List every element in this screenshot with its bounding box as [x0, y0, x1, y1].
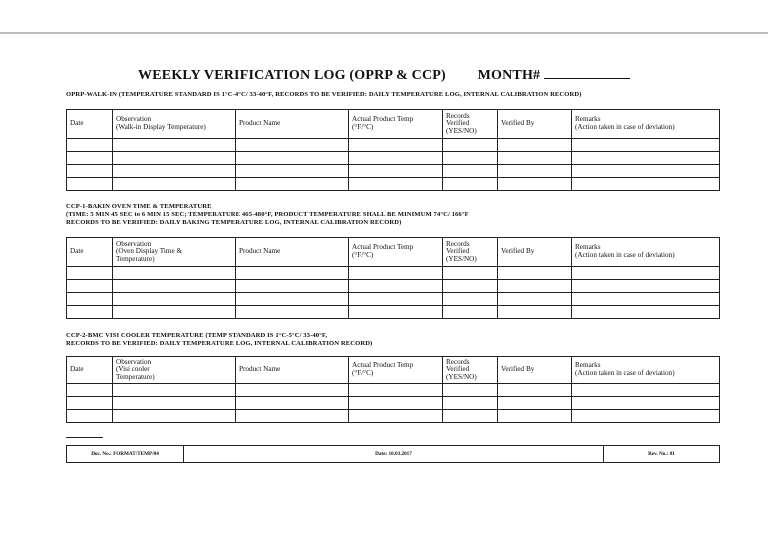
table-cell[interactable] — [572, 410, 720, 423]
log-table-ccp-2 — [66, 356, 720, 423]
table-cell[interactable] — [443, 178, 498, 191]
table-cell[interactable] — [236, 178, 349, 191]
table-row — [67, 410, 720, 423]
table-cell[interactable] — [498, 397, 572, 410]
table-cell[interactable] — [113, 397, 236, 410]
partial-row-rule — [66, 437, 103, 438]
table-cell[interactable] — [236, 280, 349, 293]
section-heading-line: CCP-2-BMC VISI COOLER TEMPERATURE (TEMP STANDARD IS 1°C-5°C/ 33-40°F, — [66, 332, 328, 339]
table-cell[interactable] — [349, 139, 443, 152]
table-cell[interactable] — [236, 293, 349, 306]
table-cell[interactable] — [349, 280, 443, 293]
column-header: Date — [67, 238, 113, 267]
table-cell[interactable] — [572, 165, 720, 178]
table-header-row — [67, 238, 720, 267]
column-header: Actual Product Temp (°F/°C) — [349, 357, 443, 384]
table-cell[interactable] — [498, 293, 572, 306]
table-cell[interactable] — [236, 139, 349, 152]
log-table-ccp-1 — [66, 237, 720, 319]
table-cell[interactable] — [113, 267, 236, 280]
column-header: Product Name — [236, 238, 349, 267]
table-cell[interactable] — [498, 384, 572, 397]
table-cell[interactable] — [498, 152, 572, 165]
table-cell[interactable] — [236, 306, 349, 319]
table-cell[interactable] — [443, 293, 498, 306]
table-cell[interactable] — [67, 384, 113, 397]
column-header: Records Verified (YES/NO) — [443, 357, 498, 384]
table-cell[interactable] — [443, 280, 498, 293]
table-row — [67, 178, 720, 191]
table-cell[interactable] — [113, 293, 236, 306]
table-cell[interactable] — [67, 178, 113, 191]
table-cell[interactable] — [349, 410, 443, 423]
section-heading-ccp-2 — [66, 332, 372, 348]
table-cell[interactable] — [498, 139, 572, 152]
column-header: Remarks (Action taken in case of deviation) — [572, 357, 720, 384]
table-cell[interactable] — [498, 165, 572, 178]
table-cell[interactable] — [113, 410, 236, 423]
column-header: Records Verified (YES/NO) — [443, 110, 498, 139]
doc-number: Doc. No.: FORMAT/TEMP/04 — [67, 446, 184, 463]
column-header: Product Name — [236, 357, 349, 384]
table-cell[interactable] — [67, 306, 113, 319]
section-heading-ccp-1 — [66, 203, 469, 227]
table-cell[interactable] — [349, 306, 443, 319]
table-cell[interactable] — [572, 397, 720, 410]
table-cell[interactable] — [236, 152, 349, 165]
column-header: Actual Product Temp (°F/°C) — [349, 238, 443, 267]
table-cell[interactable] — [67, 152, 113, 165]
column-header: Observation (Oven Display Time & Temperature) — [113, 238, 236, 267]
column-header: Records Verified (YES/NO) — [443, 238, 498, 267]
table-cell[interactable] — [572, 293, 720, 306]
table-cell[interactable] — [113, 280, 236, 293]
table-cell[interactable] — [236, 267, 349, 280]
column-header: Verified By — [498, 238, 572, 267]
table-cell[interactable] — [113, 152, 236, 165]
table-header-row — [67, 357, 720, 384]
table-cell[interactable] — [113, 384, 236, 397]
table-cell[interactable] — [349, 165, 443, 178]
table-cell[interactable] — [349, 152, 443, 165]
table-row — [67, 267, 720, 280]
table-cell[interactable] — [67, 397, 113, 410]
table-cell[interactable] — [443, 165, 498, 178]
table-row — [67, 384, 720, 397]
table-cell[interactable] — [236, 397, 349, 410]
table-row — [67, 306, 720, 319]
table-cell[interactable] — [572, 178, 720, 191]
column-header: Verified By — [498, 357, 572, 384]
column-header: Actual Product Temp (°F/°C) — [349, 110, 443, 139]
table-cell[interactable] — [443, 410, 498, 423]
table-cell[interactable] — [498, 178, 572, 191]
month-blank-field[interactable] — [544, 66, 630, 79]
table-cell[interactable] — [236, 384, 349, 397]
table-cell[interactable] — [67, 280, 113, 293]
table-cell[interactable] — [572, 139, 720, 152]
table-header-row — [67, 110, 720, 139]
table-cell[interactable] — [443, 267, 498, 280]
doc-date: Date: 10.03.2017 — [184, 446, 604, 463]
table-cell[interactable] — [113, 139, 236, 152]
top-rule — [0, 32, 768, 34]
document-footer — [66, 445, 720, 463]
column-header: Remarks (Action taken in case of deviation) — [572, 238, 720, 267]
table-cell[interactable] — [443, 397, 498, 410]
month-label: MONTH# — [477, 68, 541, 83]
table-cell[interactable] — [113, 165, 236, 178]
table-cell[interactable] — [67, 293, 113, 306]
table-cell[interactable] — [498, 280, 572, 293]
section-heading-line: (TIME: 5 MIN 45 SEC to 6 MIN 15 SEC; TEMPERATURE 465-480°F, PRODUCT TEMPERATURE SHALL BE MINIMUM 74°C/ 166°F — [66, 211, 469, 218]
table-cell[interactable] — [349, 267, 443, 280]
table-row — [67, 139, 720, 152]
column-header: Date — [67, 357, 113, 384]
table-cell[interactable] — [443, 139, 498, 152]
table-cell[interactable] — [443, 384, 498, 397]
table-cell[interactable] — [67, 267, 113, 280]
table-cell[interactable] — [236, 410, 349, 423]
table-cell[interactable] — [67, 139, 113, 152]
table-cell[interactable] — [349, 293, 443, 306]
column-header: Observation (Visi cooler Temperature) — [113, 357, 236, 384]
table-cell[interactable] — [572, 280, 720, 293]
document-title: WEEKLY VERIFICATION LOG (OPRP & CCP) — [138, 68, 446, 83]
table-cell[interactable] — [498, 306, 572, 319]
table-cell[interactable] — [572, 267, 720, 280]
table-row — [67, 293, 720, 306]
column-header: Verified By — [498, 110, 572, 139]
table-cell[interactable] — [113, 178, 236, 191]
table-row — [67, 165, 720, 178]
table-cell[interactable] — [443, 306, 498, 319]
table-cell[interactable] — [113, 306, 236, 319]
table-cell[interactable] — [349, 178, 443, 191]
table-cell[interactable] — [572, 152, 720, 165]
column-header: Product Name — [236, 110, 349, 139]
table-cell[interactable] — [67, 410, 113, 423]
log-table-oprp-walk-in — [66, 109, 720, 191]
column-header: Remarks (Action taken in case of deviation) — [572, 110, 720, 139]
table-row — [67, 397, 720, 410]
table-cell[interactable] — [572, 384, 720, 397]
table-cell[interactable] — [349, 397, 443, 410]
section-heading-line: RECORDS TO BE VERIFIED: DAILY BAKING TEMPERATURE LOG, INTERNAL CALIBRATION RECORD) — [66, 219, 402, 226]
table-row — [67, 280, 720, 293]
section-heading-line: CCP-1-BAKIN OVEN TIME & TEMPERATURE — [66, 203, 212, 210]
revision-number: Rev. No.: 01 — [604, 446, 720, 463]
column-header: Observation (Walk-in Display Temperature) — [113, 110, 236, 139]
table-cell[interactable] — [498, 410, 572, 423]
table-cell[interactable] — [349, 384, 443, 397]
page-title — [0, 66, 768, 84]
column-header: Date — [67, 110, 113, 139]
table-cell[interactable] — [67, 165, 113, 178]
table-cell[interactable] — [443, 152, 498, 165]
section-heading-line: RECORDS TO BE VERIFIED: DAILY TEMPERATURE LOG, INTERNAL CALIBRATION RECORD) — [66, 340, 373, 347]
section-heading-oprp-walk-in — [66, 91, 582, 99]
section-heading-line: OPRP-WALK-IN (TEMPERATURE STANDARD IS 1°C-4°C/ 33-40°F, RECORDS TO BE VERIFIED: DAILY TEMPERATURE LOG, INTERNAL CALIBRATION RECORD) — [66, 91, 582, 98]
table-cell[interactable] — [236, 165, 349, 178]
table-cell[interactable] — [498, 267, 572, 280]
table-cell[interactable] — [572, 306, 720, 319]
table-row — [67, 152, 720, 165]
